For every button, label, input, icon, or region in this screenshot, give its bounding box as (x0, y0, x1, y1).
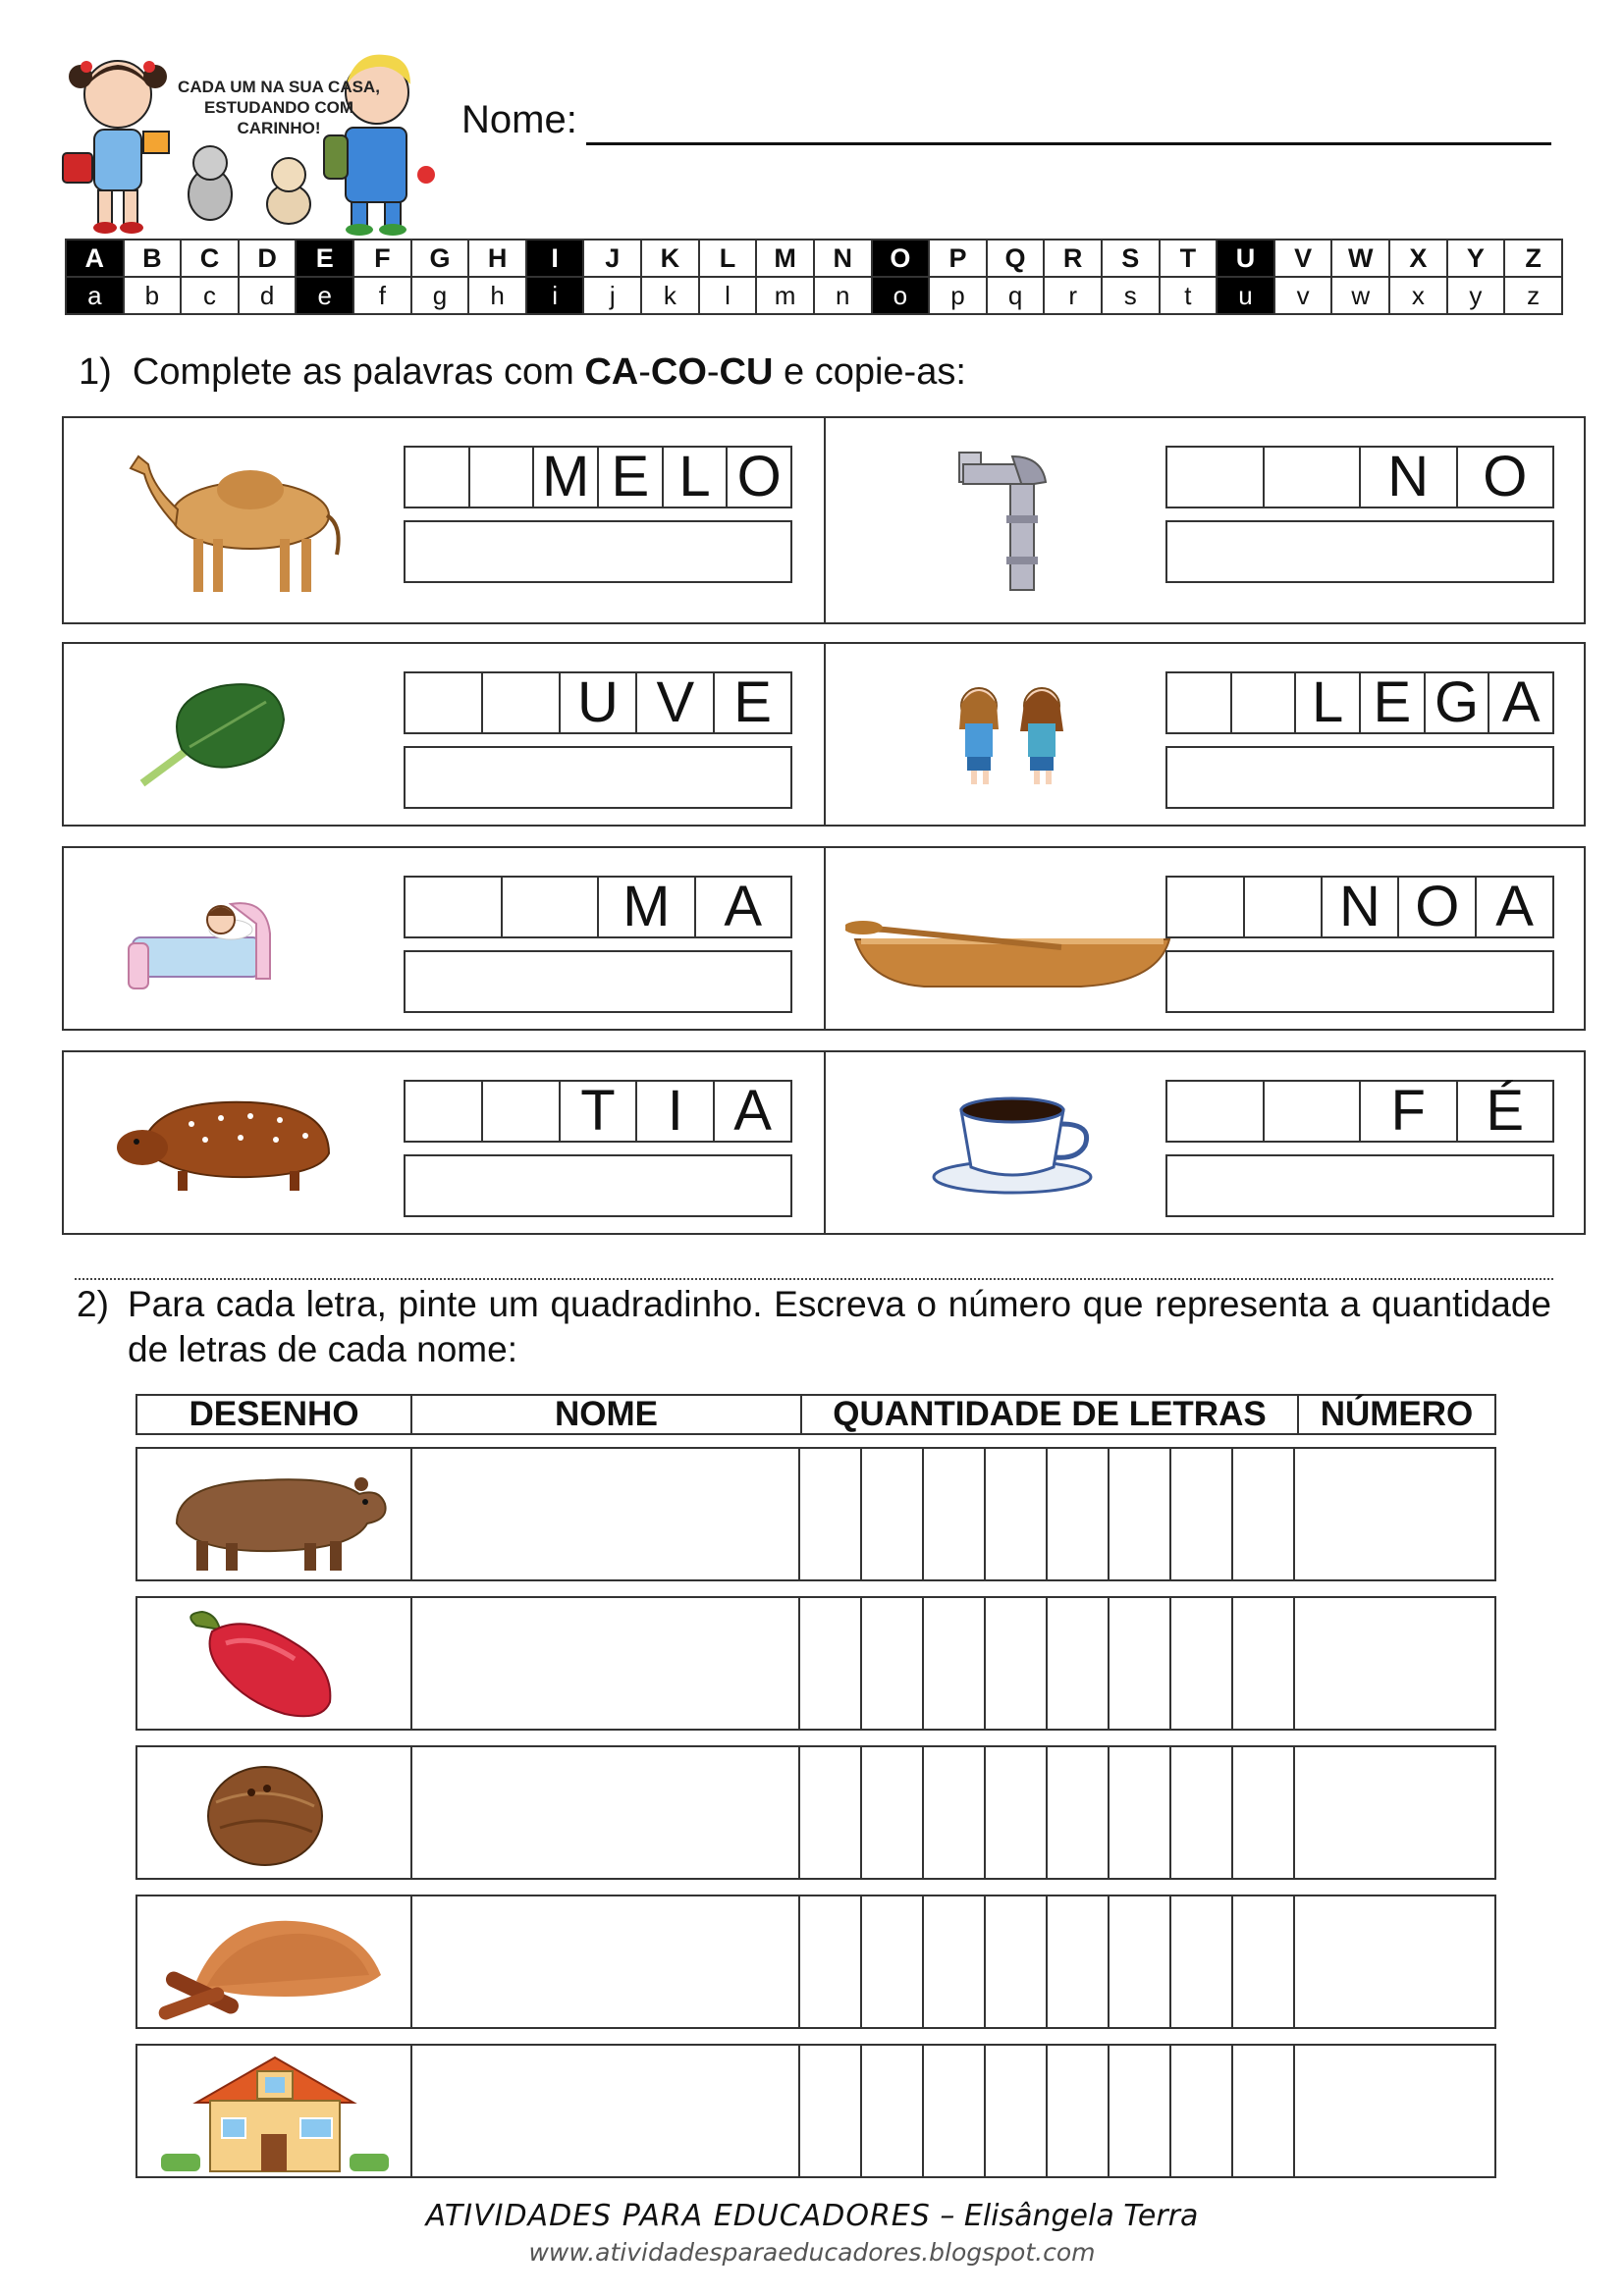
letter-count-square[interactable] (798, 1747, 860, 1878)
letter-count-square[interactable] (1046, 2046, 1108, 2176)
header-logo (61, 37, 444, 239)
given-letter-slot: A (1488, 673, 1552, 732)
letter-lower-b: b (124, 277, 182, 314)
number-write-cell[interactable] (1293, 1747, 1494, 1878)
number-write-cell[interactable] (1293, 1896, 1494, 2027)
word-exercise-item (826, 848, 1586, 1029)
given-letter-slot: A (713, 1082, 790, 1141)
letter-upper-b: B (124, 240, 182, 277)
letter-upper-x: X (1389, 240, 1447, 277)
letter-count-square[interactable] (1108, 1747, 1169, 1878)
letter-count-square[interactable] (922, 1896, 984, 2027)
table-row (135, 2044, 1496, 2178)
table-row (135, 1447, 1496, 1581)
letter-count-square[interactable] (798, 1598, 860, 1729)
letter-count-square[interactable] (860, 1449, 922, 1579)
letter-lower-g: g (411, 277, 469, 314)
given-letter-slot: V (635, 673, 713, 732)
exercise1-text-after: e copie-as: (784, 351, 966, 393)
word-exercise-item (64, 418, 824, 622)
letter-lower-x: x (1389, 277, 1447, 314)
alphabet-upper-row (66, 240, 1562, 277)
exercise1-text-before: Complete as palavras com (132, 351, 574, 393)
letter-lower-e: e (296, 277, 353, 314)
alphabet-lower-row (66, 277, 1562, 314)
letter-upper-u: U (1217, 240, 1274, 277)
letter-count-square[interactable] (860, 1896, 922, 2027)
letter-count-square[interactable] (1108, 1896, 1169, 2027)
footer-author: – Elisângela Terra (940, 2199, 1199, 2233)
blank-letter-slot[interactable] (406, 448, 468, 507)
copy-word-box[interactable] (404, 1154, 792, 1217)
word-exercise-item (64, 848, 824, 1029)
copy-word-box[interactable] (1165, 950, 1554, 1013)
given-letter-slot: E (713, 673, 790, 732)
letter-lower-m: m (756, 277, 814, 314)
capybara-picture (137, 1449, 410, 1579)
header-nome: NOME (410, 1396, 800, 1433)
letter-lower-i: i (526, 277, 584, 314)
letter-count-square[interactable] (1046, 1896, 1108, 2027)
letter-count-square[interactable] (984, 1598, 1046, 1729)
letter-count-square[interactable] (1231, 1896, 1293, 2027)
letter-count-square[interactable] (922, 2046, 984, 2176)
letter-count-square[interactable] (984, 1896, 1046, 2027)
given-letter-slot: O (1397, 878, 1475, 936)
blank-letter-slot[interactable] (406, 1082, 481, 1141)
letter-lower-q: q (987, 277, 1045, 314)
letter-count-square[interactable] (1169, 1449, 1231, 1579)
blank-letter-slot[interactable] (1230, 673, 1295, 732)
letter-upper-h: H (468, 240, 526, 277)
blank-letter-slot[interactable] (1167, 673, 1230, 732)
syllable-co: CO (650, 351, 707, 393)
section-divider (75, 1278, 1553, 1280)
name-write-cell[interactable] (410, 1598, 798, 1729)
blank-letter-slot[interactable] (1263, 448, 1360, 507)
letter-lower-r: r (1044, 277, 1102, 314)
letter-lower-w: w (1331, 277, 1389, 314)
copy-word-box[interactable] (1165, 520, 1554, 583)
letter-upper-v: V (1274, 240, 1332, 277)
letter-upper-r: R (1044, 240, 1102, 277)
letter-upper-p: P (929, 240, 987, 277)
letter-count-square[interactable] (1231, 2046, 1293, 2176)
number-write-cell[interactable] (1293, 1598, 1494, 1729)
word-letter-boxes (404, 876, 792, 938)
letter-lower-d: d (239, 277, 297, 314)
letter-lower-p: p (929, 277, 987, 314)
exercise1-row (62, 846, 1586, 1031)
footer-credit (0, 2199, 1624, 2233)
header-numero: NÚMERO (1297, 1396, 1494, 1433)
given-letter-slot: L (1294, 673, 1359, 732)
letter-count-square[interactable] (922, 1598, 984, 1729)
letter-upper-f: F (353, 240, 411, 277)
letter-count-square[interactable] (1046, 1598, 1108, 1729)
footer-site-name: ATIVIDADES PARA EDUCADORES (425, 2199, 931, 2233)
letter-lower-j: j (583, 277, 641, 314)
house-picture (137, 2046, 410, 2176)
syllable-cu: CU (719, 351, 774, 393)
given-letter-slot: N (1321, 878, 1398, 936)
blank-letter-slot[interactable] (1263, 1082, 1360, 1141)
letter-count-square[interactable] (798, 2046, 860, 2176)
footer-url: www.atividadesparaeducadores.blogspot.com (528, 2238, 1096, 2267)
letter-lower-y: y (1447, 277, 1505, 314)
header-quantidade: QUANTIDADE DE LETRAS (800, 1396, 1297, 1433)
blank-letter-slot[interactable] (481, 673, 559, 732)
given-letter-slot: A (694, 878, 791, 936)
blank-letter-slot[interactable] (1243, 878, 1321, 936)
letter-upper-d: D (239, 240, 297, 277)
letter-count-square[interactable] (1231, 1598, 1293, 1729)
name-write-cell[interactable] (410, 1449, 798, 1579)
letter-count-square[interactable] (1169, 1747, 1231, 1878)
letter-lower-o: o (872, 277, 930, 314)
letter-count-square[interactable] (1108, 2046, 1169, 2176)
letter-count-square[interactable] (984, 1449, 1046, 1579)
given-letter-slot: O (1456, 448, 1553, 507)
blank-letter-slot[interactable] (406, 878, 501, 936)
letter-count-square[interactable] (984, 2046, 1046, 2176)
letter-count-square[interactable] (1108, 1449, 1169, 1579)
letter-upper-g: G (411, 240, 469, 277)
blank-letter-slot[interactable] (481, 1082, 559, 1141)
letter-upper-e: E (296, 240, 353, 277)
letter-count-square[interactable] (922, 1449, 984, 1579)
word-exercise-item (64, 1052, 824, 1233)
word-exercise-item (826, 644, 1586, 825)
name-label: Nome: (461, 98, 577, 141)
table-row (135, 1596, 1496, 1731)
blank-letter-slot[interactable] (501, 878, 598, 936)
letter-count-square[interactable] (798, 1896, 860, 2027)
letter-count-square[interactable] (1169, 1598, 1231, 1729)
word-exercise-item (64, 644, 824, 825)
name-write-cell[interactable] (410, 1747, 798, 1878)
alphabet-table (65, 239, 1563, 315)
letter-count-square[interactable] (922, 1747, 984, 1878)
given-letter-slot: A (1475, 878, 1552, 936)
paca-picture (83, 1060, 417, 1225)
exercise1-row (62, 1050, 1586, 1235)
letter-count-square[interactable] (1231, 1747, 1293, 1878)
syllable-ca: CA (584, 351, 639, 393)
letter-upper-o: O (872, 240, 930, 277)
cashew-picture (137, 1598, 410, 1729)
given-letter-slot: É (1456, 1082, 1553, 1141)
word-letter-boxes (1165, 446, 1554, 508)
blank-letter-slot[interactable] (406, 673, 481, 732)
exercise1-instruction: 1) Complete as palavras com CA-CO-CU e copie-as: (79, 351, 966, 393)
copy-word-box[interactable] (404, 746, 792, 809)
two-girls-picture (845, 652, 1179, 817)
word-exercise-item (826, 1052, 1586, 1233)
letter-lower-c: c (181, 277, 239, 314)
letter-upper-k: K (641, 240, 699, 277)
given-letter-slot: N (1359, 448, 1456, 507)
coconut-picture (137, 1747, 410, 1878)
word-letter-boxes (404, 671, 792, 734)
letter-lower-a: a (66, 277, 124, 314)
letter-lower-n: n (814, 277, 872, 314)
letter-lower-z: z (1504, 277, 1562, 314)
letter-upper-s: S (1102, 240, 1160, 277)
given-letter-slot: L (662, 448, 727, 507)
blank-letter-slot[interactable] (1167, 878, 1243, 936)
letter-lower-k: k (641, 277, 699, 314)
blank-letter-slot[interactable] (468, 448, 533, 507)
canoe-picture (845, 856, 1179, 1021)
table-row (135, 1745, 1496, 1880)
name-underline[interactable] (586, 142, 1551, 145)
given-letter-slot: E (597, 448, 662, 507)
letter-upper-i: I (526, 240, 584, 277)
letter-count-square[interactable] (798, 1449, 860, 1579)
letter-count-square[interactable] (1169, 2046, 1231, 2176)
letter-lower-l: l (699, 277, 757, 314)
letter-upper-z: Z (1504, 240, 1562, 277)
name-write-cell[interactable] (410, 2046, 798, 2176)
letter-count-square[interactable] (1046, 1449, 1108, 1579)
girl-in-bed-picture (83, 856, 417, 1021)
letter-lower-h: h (468, 277, 526, 314)
letter-count-square[interactable] (860, 1598, 922, 1729)
blank-letter-slot[interactable] (1167, 448, 1263, 507)
number-write-cell[interactable] (1293, 2046, 1494, 2176)
letter-lower-u: u (1217, 277, 1274, 314)
given-letter-slot: O (726, 448, 790, 507)
letter-upper-q: Q (987, 240, 1045, 277)
word-letter-boxes (404, 1080, 792, 1143)
name-write-cell[interactable] (410, 1896, 798, 2027)
letter-count-square[interactable] (1169, 1896, 1231, 2027)
coffee-cup-picture (845, 1060, 1179, 1225)
given-letter-slot: F (1359, 1082, 1456, 1141)
header-desenho: DESENHO (189, 1395, 359, 1433)
kale-leaf-picture (83, 652, 417, 817)
given-letter-slot: E (1359, 673, 1424, 732)
letter-lower-t: t (1160, 277, 1218, 314)
word-exercise-item (826, 418, 1586, 622)
letter-upper-l: L (699, 240, 757, 277)
given-letter-slot: U (559, 673, 636, 732)
cinnamon-picture (137, 1896, 410, 2027)
given-letter-slot: M (597, 878, 694, 936)
exercise2-number: 2) (77, 1284, 109, 1324)
exercise1-row (62, 642, 1586, 827)
exercise1-row (62, 416, 1586, 624)
letter-count-square[interactable] (1108, 1598, 1169, 1729)
name-field[interactable] (461, 98, 1551, 145)
word-letter-boxes (1165, 671, 1554, 734)
exercise2-table-header (135, 1394, 1496, 1435)
letter-lower-s: s (1102, 277, 1160, 314)
letter-count-square[interactable] (1046, 1747, 1108, 1878)
word-letter-boxes (1165, 1080, 1554, 1143)
letter-lower-f: f (353, 277, 411, 314)
letter-upper-j: J (583, 240, 641, 277)
given-letter-slot: M (532, 448, 597, 507)
letter-upper-y: Y (1447, 240, 1505, 277)
number-write-cell[interactable] (1293, 1449, 1494, 1579)
letter-upper-w: W (1331, 240, 1389, 277)
letter-count-square[interactable] (860, 1747, 922, 1878)
given-letter-slot: T (559, 1082, 636, 1141)
word-letter-boxes (1165, 876, 1554, 938)
word-letter-boxes (404, 446, 792, 508)
camel-picture (83, 426, 417, 614)
given-letter-slot: G (1424, 673, 1489, 732)
copy-word-box[interactable] (1165, 1154, 1554, 1217)
letter-count-square[interactable] (1231, 1449, 1293, 1579)
copy-word-box[interactable] (404, 520, 792, 583)
exercise2-instruction (77, 1282, 1551, 1372)
letter-count-square[interactable] (984, 1747, 1046, 1878)
copy-word-box[interactable] (1165, 746, 1554, 809)
letter-upper-m: M (756, 240, 814, 277)
blank-letter-slot[interactable] (1167, 1082, 1263, 1141)
chimney-pipe-picture (845, 426, 1179, 614)
logo-slogan: CADA UM NA SUA CASA, ESTUDANDO COM CARINHO! (178, 78, 380, 137)
letter-lower-v: v (1274, 277, 1332, 314)
letter-upper-t: T (1160, 240, 1218, 277)
letter-count-square[interactable] (860, 2046, 922, 2176)
letter-upper-n: N (814, 240, 872, 277)
letter-upper-c: C (181, 240, 239, 277)
table-row (135, 1895, 1496, 2029)
letter-upper-a: A (66, 240, 124, 277)
given-letter-slot: I (635, 1082, 713, 1141)
copy-word-box[interactable] (404, 950, 792, 1013)
exercise1-number: 1) (79, 351, 112, 393)
exercise2-text: Para cada letra, pinte um quadradinho. Escreva o número que representa a quantidade de letras de cada nome: (128, 1284, 1551, 1369)
